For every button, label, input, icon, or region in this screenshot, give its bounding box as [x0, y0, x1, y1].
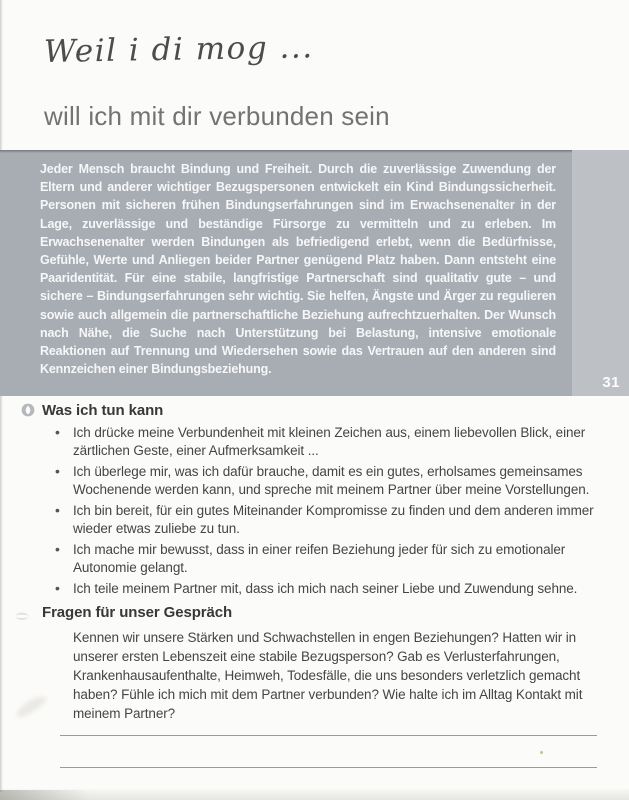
- action-list-item: [40, 463, 597, 499]
- bullet-dot-icon: •: [55, 541, 60, 557]
- questions-paragraph: Kennen wir unsere Stärken und Schwachstellen in engen Beziehungen? Hatten wir in unserer ersten Lebenszeit eine stabile Bezugsperson? Gab es Verlusterfahrungen, Krankenhausaufenthalte, Heimweh, Todesfälle, die uns besonders verletzlich gemacht haben? Fühle ich mich mit dem Partner verbunden? Wie halte ich im Alltag Kontakt mit meinem Partner?: [73, 630, 583, 721]
- bullet-dot-icon: •: [55, 424, 60, 440]
- bullet-dot-icon: •: [55, 463, 60, 479]
- open-lips-icon: [13, 609, 31, 620]
- intro-paragraph: Jeder Mensch braucht Bindung und Freiheit. Durch die zuverlässige Zuwendung der Eltern und anderer wichtiger Bezugspersonen entwickelt ein Kind Bindungssicherheit. Personen mit sicheren frühen Bindungserfahrungen sind im Erwachsenenalter in der Lage, zuverlässige und beständige Fürsorge zu vermitteln und zu erleben. Im Erwachsenenalter werden Bindungen als befriedigend erlebt, wenn die Bedürfnisse, Gefühle, Werte und Anliegen beider Partner genügend Platz haben. Dann entsteht eine Paaridentität. Für eine stabile, langfristige Partnerschaft sind qualitativ gute – und sichere – Bindungserfahrungen sehr wichtig. Sie helfen, Ängste und Ärger zu regulieren sowie auch allgemein die partnerschaftliche Beziehung aufrechtzuerhalten. Der Wunsch nach Nähe, die Suche nach Unterstützung bei Belastung, intensive emotionale Reaktionen auf Trennung und Wiedersehen sowie das Vertrauen auf den anderen sind Kennzeichen einer Bindungsbeziehung.: [40, 162, 556, 377]
- page-number: 31: [602, 374, 620, 391]
- bullet-dot-icon: •: [55, 502, 60, 518]
- action-item-text: Ich überlege mir, was ich dafür brauche, damit es ein gutes, erholsames gemeinsames Wochenende werden kann, und spreche mit meinem Partner über meine Vorstellungen.: [73, 464, 590, 497]
- action-item-text: Ich mache mir bewusst, dass in einer reifen Beziehung jeder für sich zu emotionaler Autonomie gelangt.: [73, 542, 566, 575]
- feather-watermark: [14, 693, 49, 720]
- section-heading-questions: Fragen für unser Gespräch: [42, 604, 233, 621]
- action-list-item: [40, 541, 597, 577]
- scan-edge-left: [0, 0, 3, 792]
- scan-edge-bottom: [0, 789, 629, 800]
- action-list-item: [40, 502, 597, 538]
- writing-line-1: [60, 735, 597, 736]
- action-list-item: [40, 580, 597, 598]
- page-number-column: [572, 150, 629, 396]
- circle-flame-icon: [21, 403, 35, 417]
- writing-line-2: [60, 767, 597, 768]
- chapter-title: will ich mit dir verbunden sein: [44, 101, 390, 131]
- bullet-dot-icon: •: [55, 580, 60, 596]
- scan-corner-shadow: [0, 790, 90, 800]
- paper-speck: [540, 751, 543, 754]
- chapter-motto: Weil i di mog ...: [43, 29, 314, 70]
- action-item-text: Ich bin bereit, für ein gutes Miteinander Kompromisse zu finden und dem anderen immer wieder etwas zuliebe zu tun.: [73, 503, 594, 536]
- actions-list: [40, 424, 597, 601]
- action-list-item: [40, 424, 597, 460]
- action-item-text: Ich teile meinem Partner mit, dass ich mich nach seiner Liebe und Zuwendung sehne.: [73, 581, 578, 596]
- intro-box: [0, 150, 629, 396]
- action-item-text: Ich drücke meine Verbundenheit mit kleinen Zeichen aus, einem liebevollen Blick, einer zärtlichen Geste, einer Aufmerksamkeit ...: [73, 425, 586, 458]
- section-heading-actions: Was ich tun kann: [42, 402, 164, 419]
